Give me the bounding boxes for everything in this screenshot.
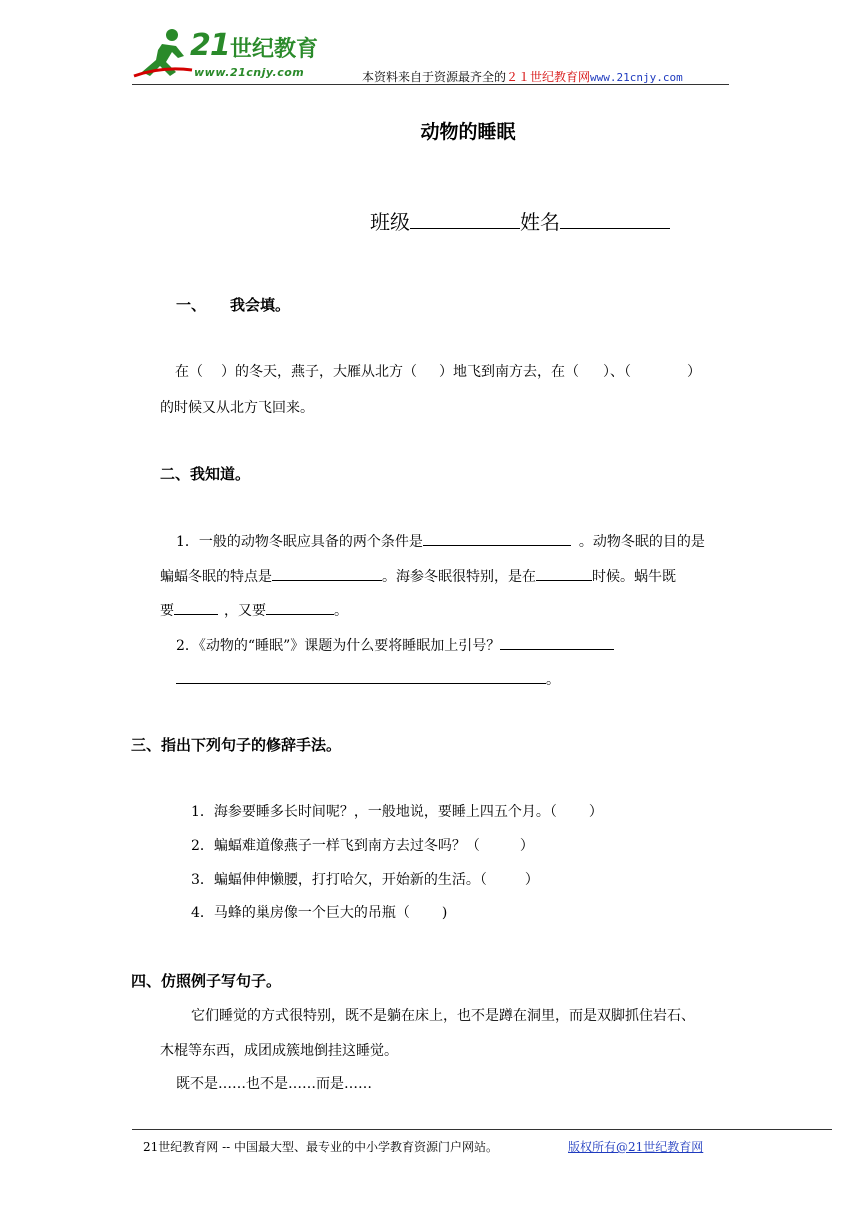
logo-url: www.21cnjy.com [194, 66, 305, 79]
q1-blank-5[interactable] [266, 599, 334, 615]
section1-text-a: 在（ [175, 364, 203, 380]
q1-blank-3[interactable] [536, 565, 592, 581]
q1-blank-1[interactable] [423, 530, 571, 546]
section3-item-3-text: 3．蝙蝠伸伸懒腰，打打哈欠，开始新的生活。（ [191, 872, 487, 888]
section3-item-3 [191, 869, 539, 889]
section2-q2-line2 [176, 668, 560, 689]
section1-line1 [175, 361, 701, 381]
section3-item-3-close: ） [524, 872, 539, 888]
header-site-url[interactable]: www.21cnjy.com [590, 71, 683, 84]
q1-text-c: 蝙蝠冬眠的特点是 [160, 569, 272, 585]
class-blank[interactable] [410, 210, 520, 229]
q1-text-d: 。海参冬眠很特别，是在 [382, 569, 536, 585]
site-logo [132, 26, 342, 86]
name-label: 姓名 [520, 210, 560, 234]
running-figure-icon [132, 26, 196, 82]
q2-text-b: 。 [546, 672, 560, 688]
q2-blank-2[interactable] [176, 668, 546, 684]
section3-item-2 [191, 835, 534, 855]
section3-item-2-text: 2．蝙蝠难道像燕子一样飞到南方去过冬吗？（ [191, 838, 480, 854]
footer-text: 21世纪教育网 -- 中国最大型、最专业的中小学教育资源门户网站。 [143, 1140, 499, 1154]
section2-heading: 二、我知道。 [160, 465, 251, 483]
section1-text-b: ）的冬天，燕子，大雁从北方（ [221, 364, 417, 380]
header-note [362, 68, 683, 85]
class-label: 班级 [370, 210, 410, 234]
header-note-prefix: 本资料来自于资源最齐全的 [362, 70, 507, 84]
footer-divider [132, 1129, 832, 1130]
section1-heading-text: 我会填。 [230, 296, 291, 314]
header-site-name: ２１世纪教育网 [506, 70, 591, 84]
section2-q2-line1 [176, 634, 614, 655]
section1-text-c: ）地飞到南方去，在（ [439, 364, 579, 380]
section3-item-2-close: ） [519, 838, 534, 854]
q1-text-g: ，又要 [224, 603, 266, 619]
section3-heading: 三、指出下列句子的修辞手法。 [131, 736, 342, 754]
student-info [370, 206, 670, 235]
logo-text: 世纪教育 [230, 37, 319, 62]
q1-blank-2[interactable] [272, 565, 382, 581]
footer-copyright-link[interactable]: 版权所有@21世纪教育网 [568, 1140, 704, 1154]
q1-text-h: 。 [334, 603, 348, 619]
section2-q1-line2 [160, 565, 676, 586]
q1-text-a: 1．一般的动物冬眠应具备的两个条件是 [176, 534, 423, 550]
section3-item-4-text: 4．马蜂的巢房像一个巨大的吊瓶（ [191, 905, 410, 921]
section2-q1-line1 [176, 530, 705, 551]
section1-heading [176, 294, 290, 315]
section3-item-4-close: ) [441, 905, 448, 921]
q1-blank-4[interactable] [174, 599, 218, 615]
q1-text-f: 要 [160, 603, 174, 619]
q2-blank-1[interactable] [500, 634, 614, 650]
section1-line2: 的时候又从北方飞回来。 [160, 400, 314, 416]
section4-para-line2: 木棍等东西，成团成簇地倒挂这睡觉。 [160, 1043, 398, 1059]
logo-number: 21 [190, 28, 230, 63]
q1-text-b: 。动物冬眠的目的是 [578, 534, 705, 550]
section1-text-d: ）、（ [603, 364, 631, 380]
section3-item-1-text: 1．海参要睡多长时间呢？，一般地说，要睡上四五个月。（ [191, 804, 557, 820]
section2-q1-line3 [160, 599, 348, 620]
section4-heading: 四、仿照例子写句子。 [131, 972, 282, 990]
section4-para-line1: 它们睡觉的方式很特别，既不是躺在床上，也不是蹲在洞里，而是双脚抓住岩石、 [191, 1008, 695, 1024]
section1-heading-num: 一、 [176, 296, 207, 314]
q2-text-a: 2．《动物的“睡眠”》课题为什么要将睡眠加上引号？ [176, 638, 501, 654]
section3-item-1-close: ） [588, 804, 603, 820]
section3-item-1 [191, 801, 603, 821]
q1-text-e: 时候。蜗牛既 [592, 569, 676, 585]
name-blank[interactable] [560, 210, 670, 229]
section4-pattern: 既不是……也不是……而是…… [176, 1076, 372, 1092]
header-divider [132, 84, 729, 85]
section1-text-e: ） [687, 364, 701, 380]
section3-item-4 [191, 902, 447, 922]
page-title: 动物的睡眠 [420, 121, 516, 143]
